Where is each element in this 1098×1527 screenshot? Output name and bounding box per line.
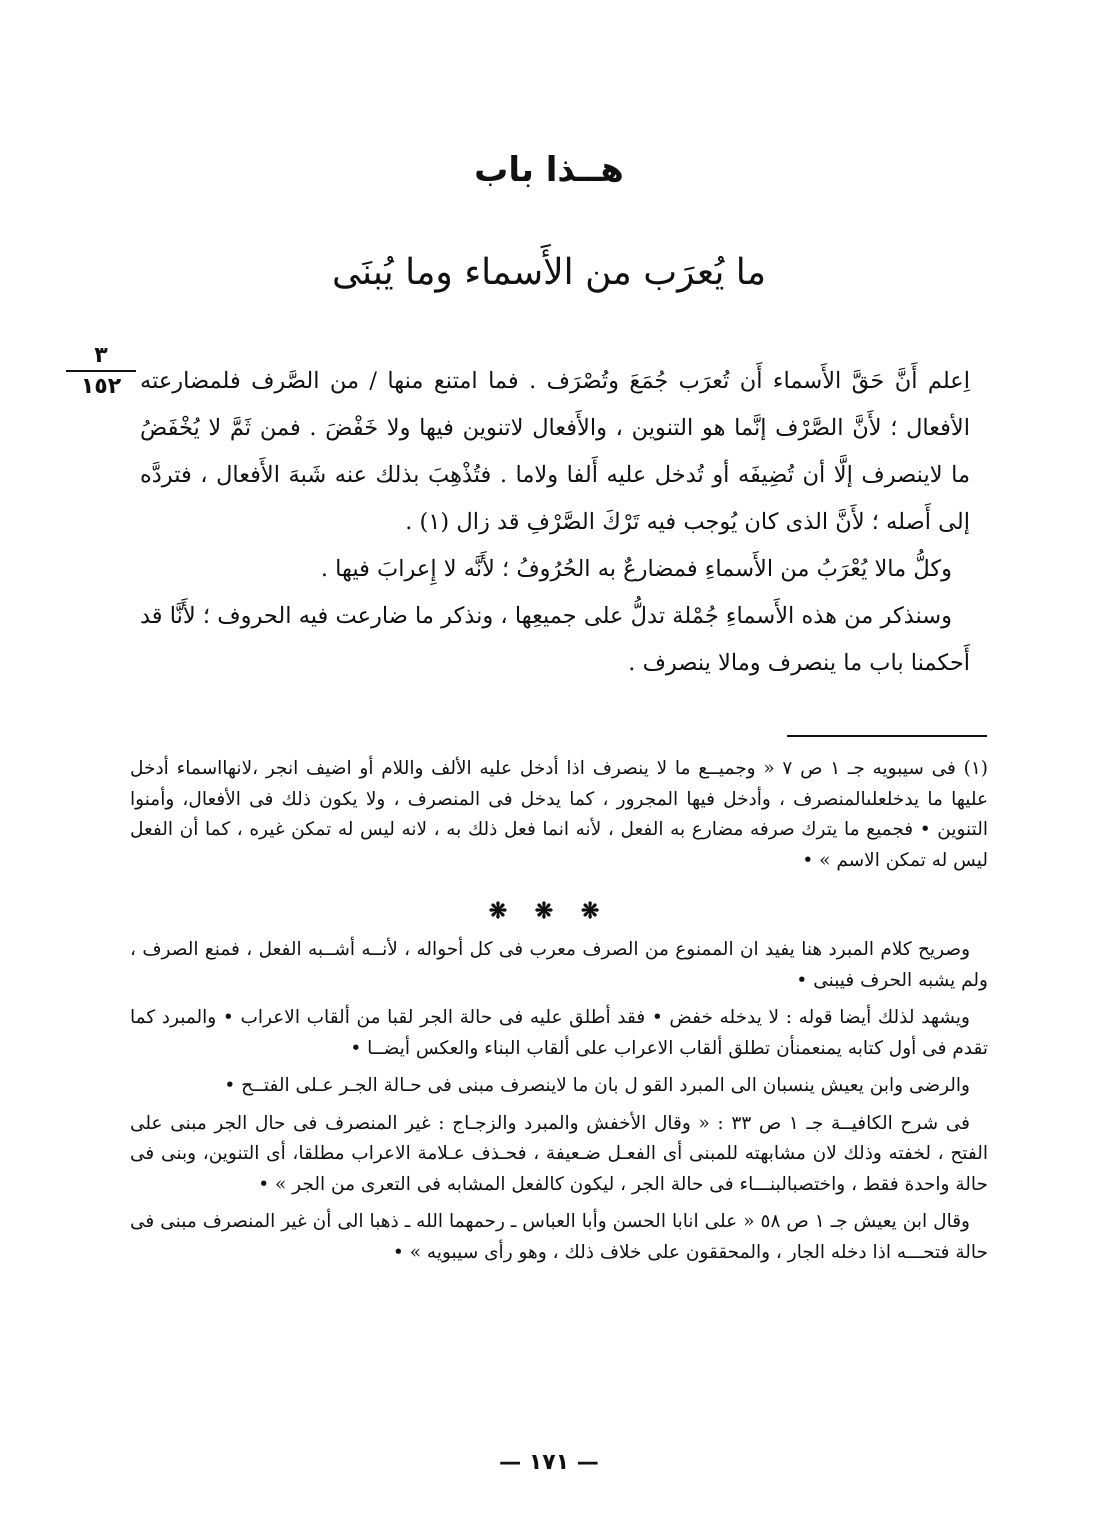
commentary-paragraph: والرضى وابن يعيش ينسبان الى المبرد القو ل بان ما لاينصرف مبنى فى حـالة الجـر عـلى الفتــح • (224, 1075, 970, 1096)
chapter-heading: هــذا باب (474, 150, 624, 190)
commentary (130, 935, 988, 1275)
main-paragraph: اِعلم أَنَّ حَقَّ الأَسماء أَن تُعرَب جُمَعَ وتُصْرَف . فما امتنع منها / من الصَّرف فلمضارعته الأفعال ؛ لأَنَّ الصَّرْف إنَّما هو التنوين ، والأَفعال لاتنوين فيها ولا خَفْضَ . فمن ثَمَّ لا يُخْفَضُ ما لاينصرف إلَّا أن تُضِيفَه أو تُدخل عليه أَلفا ولاما . فتُذْهِبَ بذلك عنه شَبهَ الأَفعال ، فتردَّه إلى أَصله ؛ لأَنَّ الذى كان يُوجب فيه تَرْكَ الصَّرْفِ قد زال (١) . (140, 368, 970, 535)
footnote-divider (787, 735, 987, 737)
main-text (140, 358, 970, 687)
footnote (130, 754, 988, 876)
margin-reference-page: ١٥٢ (80, 374, 122, 399)
main-paragraph: وكلُّ مالا يُعْرَبُ من الأَسماءِ فمضارعٌ به الحُرُوفُ ؛ لأَنَّه لا إِعرابَ فيها . (320, 556, 952, 582)
margin-reference-volume: ٣ (66, 345, 136, 372)
commentary-paragraph: وقال ابن يعيش جـ ١ ص ٥٨ « على انابا الحسن وأبا العباس ـ رحمهما الله ـ ذهبا الى أن غير المنصرف مبنى فى حالة فتحـــه اذا دخله الجار ، والمحققون على خلاف ذلك ، وهو رأى سيبويه » • (130, 1211, 988, 1263)
section-separator: ❋ ❋ ❋ (488, 898, 610, 924)
commentary-paragraph: وصريح كلام المبرد هنا يفيد ان الممنوع من الصرف معرب فى كل أحواله ، لأنــه أشــبه الفعل ، فمنع الصرف ، ولم يشبه الحرف فيبنى • (130, 939, 988, 991)
main-paragraph: وسنذكر من هذه الأَسماءِ جُمْلة تدلُّ على جميعِها ، ونذكر ما ضارعت فيه الحروف ؛ لأَنَّا قد أَحكمنا باب ما ينصرف ومالا ينصرف . (140, 603, 970, 676)
page-number: — ١٧١ — (499, 1450, 599, 1475)
footnote-text: (١) فى سيبويه جـ ١ ص ٧ « وجميــع ما لا ينصرف اذا أدخل عليه الألف واللام أو اضيف انجر ،لانهااسماء أدخل عليها ما يدخلعلىالمنصرف ، وأدخل فيها المجرور ، كما يدخل فى المنصرف ، ولا يكون ذلك فى الأفعال، وأمنوا التنوين • فجميع ما يترك صرفه مضارع به الفعل ، لأنه انما فعل ذلك به ، لانه ليس له تمكن غيره ، كما أن الفعل ليس له تمكن الاسم » • (130, 758, 988, 871)
commentary-paragraph: فى شرح الكافيــة جـ ١ ص ٣٣ : « وقال الأخفش والمبرد والزجـاج : غير المنصرف فى حال الجر مبنى على الفتح ، لخفته وذلك لان مشابهته للمبنى أى الفعـل ضـعيفة ، فحـذف عـلامة الاعراب مطلقا، أى التنوين، وبنى فى حالة واحدة فقط ، واختصبالبنـــاء فى حالة الجر ، ليكون كالفعل المشابه فى التعرى من الجر » • (130, 1112, 988, 1195)
chapter-subheading: ما يُعرَب من الأَسماء وما يُبنَى (331, 252, 767, 293)
margin-reference (66, 345, 136, 398)
commentary-paragraph: ويشهد لذلك أيضا قوله : لا يدخله خفض • فقد أطلق عليه فى حالة الجر لقبا من ألقاب الاعراب • والمبرد كما تقدم فى أول كتابه يمنعمنأن تطلق ألقاب الاعراب على ألقاب البناء والعكس أيضــا • (130, 1007, 988, 1059)
